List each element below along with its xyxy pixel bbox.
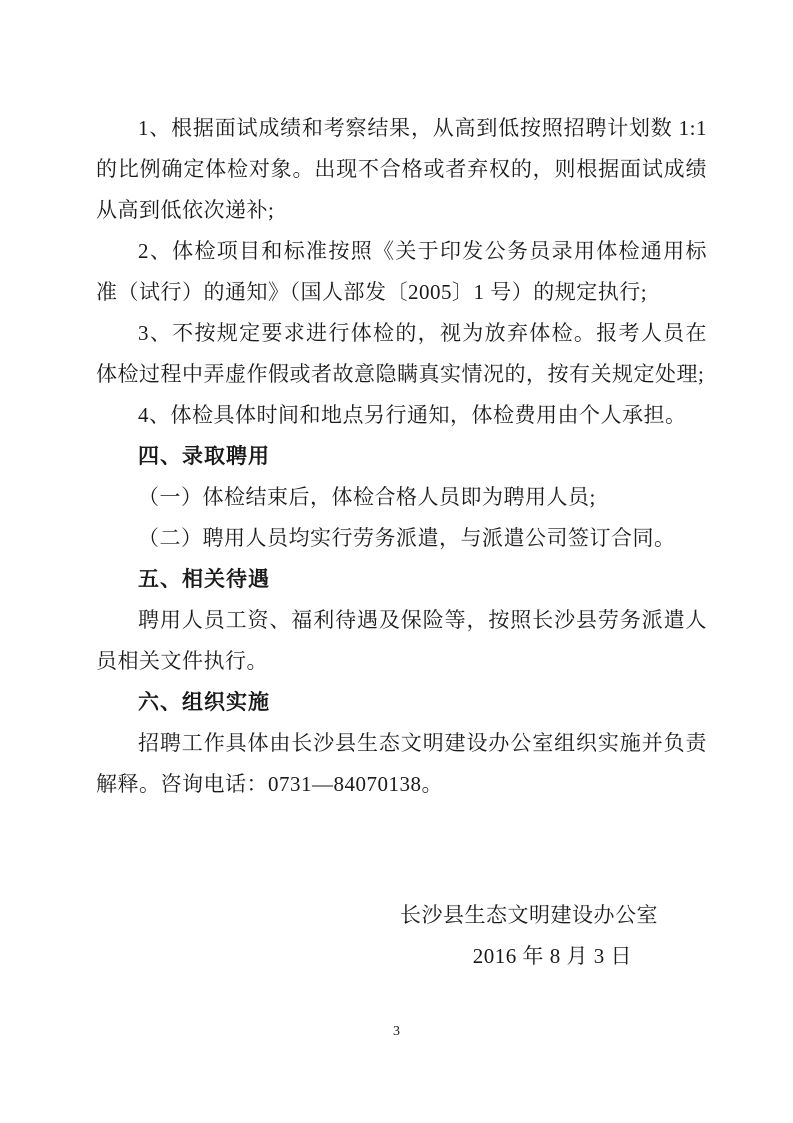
- page-number: 3: [393, 1024, 400, 1039]
- paragraph-hiring-item-2: （二）聘用人员均实行劳务派遣，与派遣公司签订合同。: [138, 526, 676, 550]
- heading-section-4-hiring: 四、录取聘用: [138, 445, 270, 468]
- paragraph-hiring-item-1: （一）体检结束后，体检合格人员即为聘用人员;: [138, 485, 596, 509]
- paragraph-medical-check-rule-4: 4、体检具体时间和地点另行通知，体检费用由个人承担。: [138, 403, 687, 427]
- signature-date: 2016 年 8 月 3 日: [472, 944, 632, 968]
- signature-organization: 长沙县生态文明建设办公室: [400, 903, 658, 927]
- paragraph-medical-check-rule-1: 1、根据面试成绩和考察结果，从高到低按照招聘计划数 1:1 的比例确定体检对象。出现不合格或者弃权的，则根据面试成绩从高到低依次递补;: [96, 116, 707, 222]
- signature-block: [96, 895, 707, 977]
- paragraph-medical-check-rule-3: 3、不按规定要求进行体检的，视为放弃体检。报考人员在体检过程中弄虚作假或者故意隐瞒真实情况的，按有关规定处理;: [96, 321, 707, 386]
- heading-section-6-implementation: 六、组织实施: [138, 691, 270, 714]
- paragraph-medical-check-rule-2: 2、体检项目和标准按照《关于印发公务员录用体检通用标准（试行）的通知》（国人部发〔2005〕1 号）的规定执行;: [96, 239, 707, 304]
- paragraph-benefits-detail: 聘用人员工资、福利待遇及保险等，按照长沙县劳务派遣人员相关文件执行。: [96, 608, 707, 673]
- paragraph-implementation-detail: 招聘工作具体由长沙县生态文明建设办公室组织实施并负责解释。咨询电话：0731—84070138。: [96, 731, 707, 796]
- heading-section-5-benefits: 五、相关待遇: [138, 568, 270, 591]
